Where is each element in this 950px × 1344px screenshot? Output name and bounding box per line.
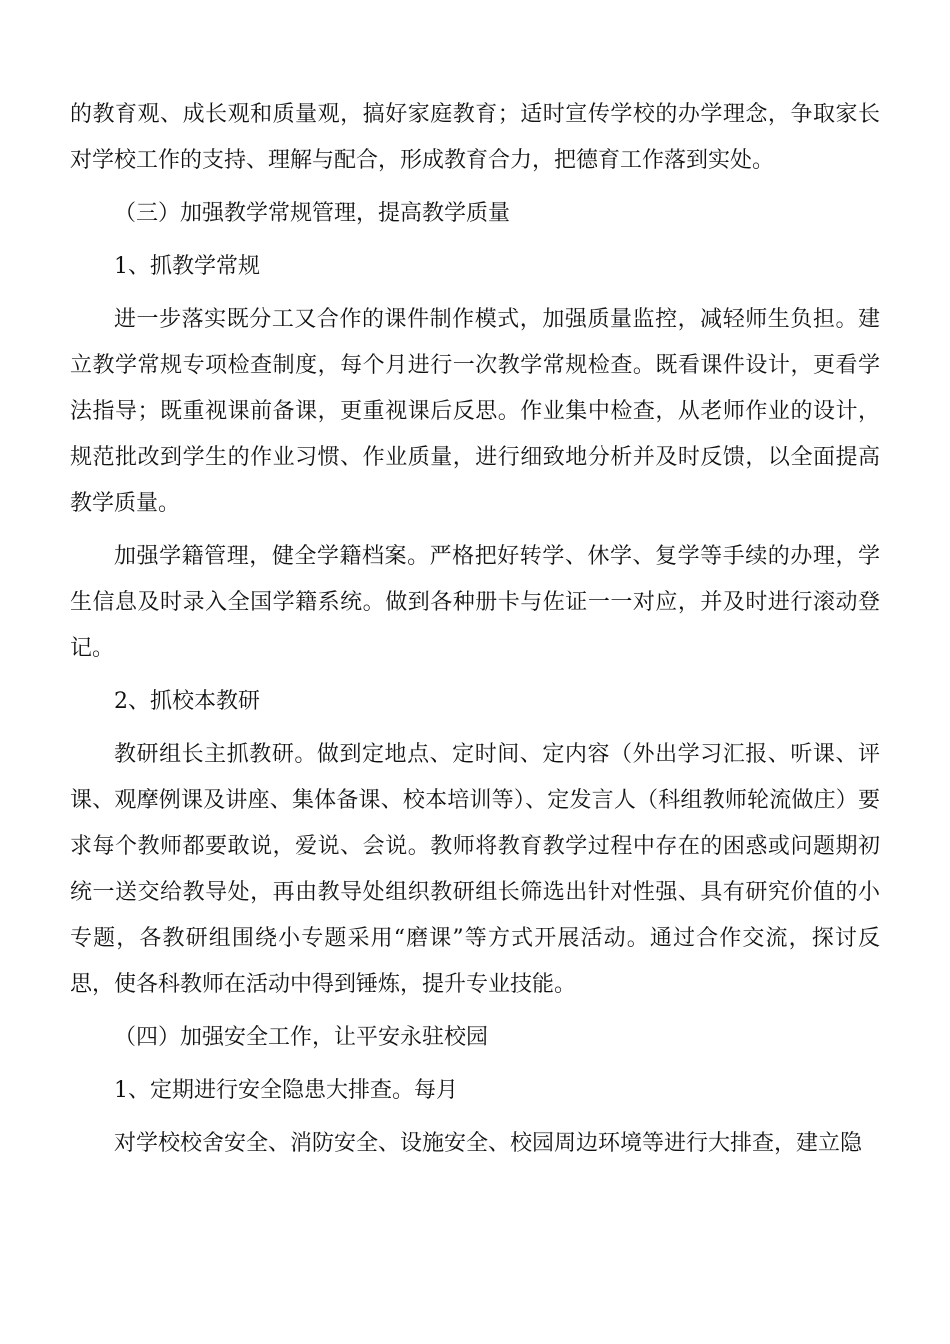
subheading-school-research: 2、抓校本教研	[114, 689, 260, 714]
document-body	[70, 92, 880, 1174]
body-paragraph-student-records: 加强学籍管理，健全学籍档案。严格把好转学、休学、复学等手续的办理，学生信息及时录入全国学籍系统。做到各种册卡与佐证一一对应，并及时进行滚动登记。	[70, 544, 880, 661]
subheading-safety-inspection: 1、定期进行安全隐患大排查。每月	[114, 1078, 458, 1103]
section-heading-4: （四）加强安全工作，让平安永驻校园	[114, 1025, 489, 1050]
body-paragraph-safety-inspection: 对学校校舍安全、消防安全、设施安全、校园周边环境等进行大排查，建立隐	[114, 1131, 863, 1156]
body-paragraph-school-research: 教研组长主抓教研。做到定地点、定时间、定内容（外出学习汇报、听课、评课、观摩例课及讲座、集体备课、校本培训等）、定发言人（科组教师轮流做庄）要求每个教师都要敢说，爱说、会说。教师将教育教学过程中存在的困惑或问题期初统一送交给教导处，再由教导处组织教研组长筛选出针对性强、具有研究价值的小专题，各教研组围绕小专题采用“磨课”等方式开展活动。通过合作交流，探讨反思，使各科教师在活动中得到锤炼，提升专业技能。	[70, 742, 880, 997]
body-paragraph-teaching-routine: 进一步落实既分工又合作的课件制作模式，加强质量监控，减轻师生负担。建立教学常规专项检查制度，每个月进行一次教学常规检查。既看课件设计，更看学法指导；既重视课前备课，更重视课后反思。作业集中检查，从老师作业的设计，规范批改到学生的作业习惯、作业质量，进行细致地分析并及时反馈，以全面提高教学质量。	[70, 307, 880, 516]
body-paragraph-continued: 的教育观、成长观和质量观，搞好家庭教育；适时宣传学校的办学理念，争取家长对学校工作的支持、理解与配合，形成教育合力，把德育工作落到实处。	[70, 102, 880, 173]
subheading-teaching-routine: 1、抓教学常规	[114, 254, 260, 279]
section-heading-3: （三）加强教学常规管理，提高教学质量	[114, 201, 511, 226]
